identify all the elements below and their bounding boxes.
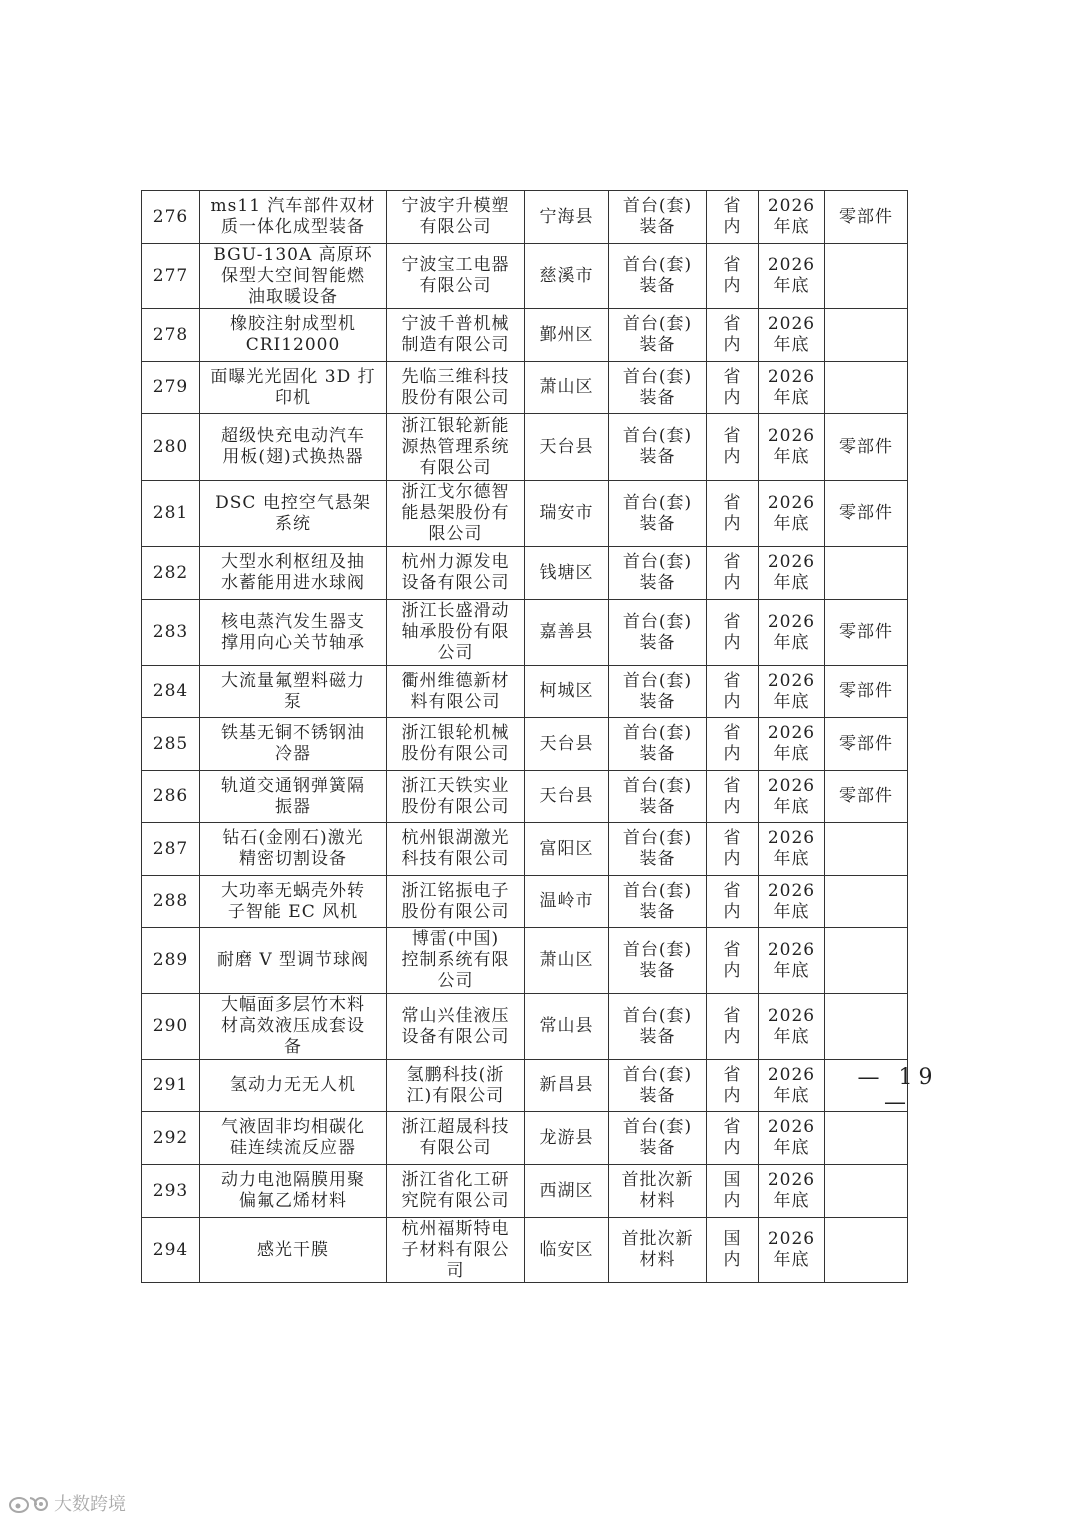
cell-region: 萧山区 [525,928,609,994]
weibo-logo-icon [8,1492,48,1514]
cell-scope: 国 内 [707,1218,759,1283]
cell-deadline: 2026 年底 [759,600,825,666]
cell-deadline: 2026 年底 [759,244,825,309]
cell-note [825,309,908,362]
cell-type: 首台(套) 装备 [609,600,707,666]
table-row [142,823,908,876]
cell-region: 鄞州区 [525,309,609,362]
cell-company: 杭州银湖激光 科技有限公司 [387,823,525,876]
cell-product: 轨道交通钢弹簧隔 振器 [200,771,387,823]
cell-scope: 省 内 [707,547,759,600]
table-row [142,1218,908,1283]
cell-product: 大功率无蜗壳外转 子智能 EC 风机 [200,876,387,928]
cell-number: 294 [142,1218,200,1283]
cell-deadline: 2026 年底 [759,1060,825,1112]
cell-scope: 省 内 [707,191,759,244]
cell-deadline: 2026 年底 [759,1218,825,1283]
cell-deadline: 2026 年底 [759,362,825,414]
cell-deadline: 2026 年底 [759,481,825,547]
cell-scope: 省 内 [707,823,759,876]
cell-scope: 省 内 [707,994,759,1060]
cell-deadline: 2026 年底 [759,823,825,876]
cell-number: 277 [142,244,200,309]
cell-type: 首台(套) 装备 [609,309,707,362]
cell-company: 宁波宝工电器 有限公司 [387,244,525,309]
cell-type: 首台(套) 装备 [609,771,707,823]
cell-region: 新昌县 [525,1060,609,1112]
cell-type: 首台(套) 装备 [609,244,707,309]
cell-region: 宁海县 [525,191,609,244]
table-row [142,244,908,309]
cell-product: 氢动力无无人机 [200,1060,387,1112]
table-row [142,600,908,666]
cell-note [825,994,908,1060]
cell-type: 首台(套) 装备 [609,823,707,876]
cell-note [825,1112,908,1165]
cell-type: 首台(套) 装备 [609,666,707,718]
cell-scope: 省 内 [707,876,759,928]
cell-type: 首台(套) 装备 [609,994,707,1060]
cell-deadline: 2026 年底 [759,718,825,771]
cell-number: 279 [142,362,200,414]
cell-deadline: 2026 年底 [759,1165,825,1218]
cell-number: 276 [142,191,200,244]
cell-scope: 省 内 [707,244,759,309]
cell-region: 嘉善县 [525,600,609,666]
cell-note [825,823,908,876]
table-row [142,1060,908,1112]
cell-scope: 省 内 [707,481,759,547]
cell-company: 浙江长盛滑动 轴承股份有限 公司 [387,600,525,666]
cell-company: 浙江银轮新能 源热管理系统 有限公司 [387,414,525,481]
watermark-text: 大数跨境 [54,1494,126,1515]
cell-product: 感光干膜 [200,1218,387,1283]
cell-company: 宁波宇升模塑 有限公司 [387,191,525,244]
cell-scope: 省 内 [707,414,759,481]
cell-scope: 省 内 [707,600,759,666]
cell-number: 282 [142,547,200,600]
cell-region: 柯城区 [525,666,609,718]
cell-product: 钻石(金刚石)激光 精密切割设备 [200,823,387,876]
cell-type: 首台(套) 装备 [609,414,707,481]
cell-number: 288 [142,876,200,928]
cell-company: 杭州力源发电 设备有限公司 [387,547,525,600]
cell-scope: 省 内 [707,1060,759,1112]
cell-note [825,244,908,309]
cell-product: 大幅面多层竹木料 材高效液压成套设 备 [200,994,387,1060]
cell-number: 293 [142,1165,200,1218]
cell-note [825,1165,908,1218]
table-row [142,481,908,547]
cell-product: 铁基无铜不锈钢油 冷器 [200,718,387,771]
cell-note: 零部件 [825,771,908,823]
cell-scope: 省 内 [707,309,759,362]
cell-deadline: 2026 年底 [759,928,825,994]
cell-product: 超级快充电动汽车 用板(翅)式换热器 [200,414,387,481]
cell-note [825,928,908,994]
cell-type: 首台(套) 装备 [609,928,707,994]
cell-note [825,362,908,414]
cell-type: 首台(套) 装备 [609,191,707,244]
cell-number: 285 [142,718,200,771]
cell-deadline: 2026 年底 [759,191,825,244]
cell-note: 零部件 [825,666,908,718]
table-row [142,362,908,414]
cell-note: 零部件 [825,481,908,547]
cell-company: 浙江省化工研 究院有限公司 [387,1165,525,1218]
table-row [142,309,908,362]
cell-deadline: 2026 年底 [759,1112,825,1165]
cell-company: 衢州维德新材 料有限公司 [387,666,525,718]
cell-scope: 省 内 [707,666,759,718]
cell-type: 首台(套) 装备 [609,718,707,771]
cell-deadline: 2026 年底 [759,876,825,928]
cell-product: 面曝光光固化 3D 打 印机 [200,362,387,414]
cell-number: 280 [142,414,200,481]
cell-company: 浙江戈尔德智 能悬架股份有 限公司 [387,481,525,547]
cell-company: 浙江银轮机械 股份有限公司 [387,718,525,771]
cell-number: 290 [142,994,200,1060]
cell-company: 博雷(中国) 控制系统有限 公司 [387,928,525,994]
cell-company: 浙江超晟科技 有限公司 [387,1112,525,1165]
cell-region: 天台县 [525,414,609,481]
table-row [142,666,908,718]
table-row [142,1165,908,1218]
cell-region: 临安区 [525,1218,609,1283]
cell-region: 天台县 [525,718,609,771]
cell-product: 动力电池隔膜用聚 偏氟乙烯材料 [200,1165,387,1218]
product-table [141,190,908,1283]
cell-number: 291 [142,1060,200,1112]
cell-type: 首台(套) 装备 [609,1112,707,1165]
cell-region: 常山县 [525,994,609,1060]
cell-company: 浙江铭振电子 股份有限公司 [387,876,525,928]
cell-number: 289 [142,928,200,994]
cell-note: 零部件 [825,414,908,481]
cell-scope: 省 内 [707,362,759,414]
cell-scope: 国 内 [707,1165,759,1218]
cell-deadline: 2026 年底 [759,547,825,600]
cell-region: 钱塘区 [525,547,609,600]
cell-number: 284 [142,666,200,718]
cell-note: 零部件 [825,191,908,244]
table-body [142,191,908,1283]
cell-type: 首台(套) 装备 [609,1060,707,1112]
cell-company: 浙江天铁实业 股份有限公司 [387,771,525,823]
cell-note [825,876,908,928]
cell-company: 杭州福斯特电 子材料有限公 司 [387,1218,525,1283]
cell-type: 首台(套) 装备 [609,876,707,928]
cell-scope: 省 内 [707,771,759,823]
cell-type: 首台(套) 装备 [609,547,707,600]
cell-scope: 省 内 [707,1112,759,1165]
cell-product: 大流量氟塑料磁力 泵 [200,666,387,718]
table-row [142,718,908,771]
cell-region: 温岭市 [525,876,609,928]
cell-deadline: 2026 年底 [759,666,825,718]
cell-product: BGU-130A 高原环 保型大空间智能燃 油取暖设备 [200,244,387,309]
cell-product: 耐磨 V 型调节球阀 [200,928,387,994]
table-row [142,994,908,1060]
cell-number: 286 [142,771,200,823]
cell-note [825,1218,908,1283]
cell-number: 278 [142,309,200,362]
cell-region: 富阳区 [525,823,609,876]
table-row [142,191,908,244]
cell-number: 292 [142,1112,200,1165]
cell-deadline: 2026 年底 [759,994,825,1060]
cell-product: 橡胶注射成型机 CRI12000 [200,309,387,362]
cell-note: 零部件 [825,718,908,771]
table-row [142,928,908,994]
cell-company: 先临三维科技 股份有限公司 [387,362,525,414]
table-row [142,414,908,481]
cell-number: 283 [142,600,200,666]
cell-number: 281 [142,481,200,547]
cell-product: 核电蒸汽发生器支 撑用向心关节轴承 [200,600,387,666]
cell-scope: 省 内 [707,718,759,771]
cell-product: 气液固非均相碳化 硅连续流反应器 [200,1112,387,1165]
cell-product: DSC 电控空气悬架 系统 [200,481,387,547]
cell-product: ms11 汽车部件双材 质一体化成型装备 [200,191,387,244]
cell-product: 大型水利枢纽及抽 水蓄能用进水球阀 [200,547,387,600]
cell-type: 首批次新 材料 [609,1165,707,1218]
cell-company: 氢鹏科技(浙 江)有限公司 [387,1060,525,1112]
cell-company: 常山兴佳液压 设备有限公司 [387,994,525,1060]
cell-type: 首台(套) 装备 [609,481,707,547]
cell-region: 西湖区 [525,1165,609,1218]
cell-note: 零部件 [825,600,908,666]
cell-deadline: 2026 年底 [759,309,825,362]
cell-company: 宁波千普机械 制造有限公司 [387,309,525,362]
cell-deadline: 2026 年底 [759,771,825,823]
page-number: — 19 — [857,1065,939,1115]
table-row [142,547,908,600]
cell-type: 首批次新 材料 [609,1218,707,1283]
table-row [142,1112,908,1165]
cell-deadline: 2026 年底 [759,414,825,481]
cell-region: 萧山区 [525,362,609,414]
watermark [8,1490,126,1516]
cell-region: 龙游县 [525,1112,609,1165]
cell-number: 287 [142,823,200,876]
cell-region: 慈溪市 [525,244,609,309]
cell-note [825,547,908,600]
cell-region: 天台县 [525,771,609,823]
table-row [142,876,908,928]
table-row [142,771,908,823]
cell-type: 首台(套) 装备 [609,362,707,414]
cell-scope: 省 内 [707,928,759,994]
cell-region: 瑞安市 [525,481,609,547]
